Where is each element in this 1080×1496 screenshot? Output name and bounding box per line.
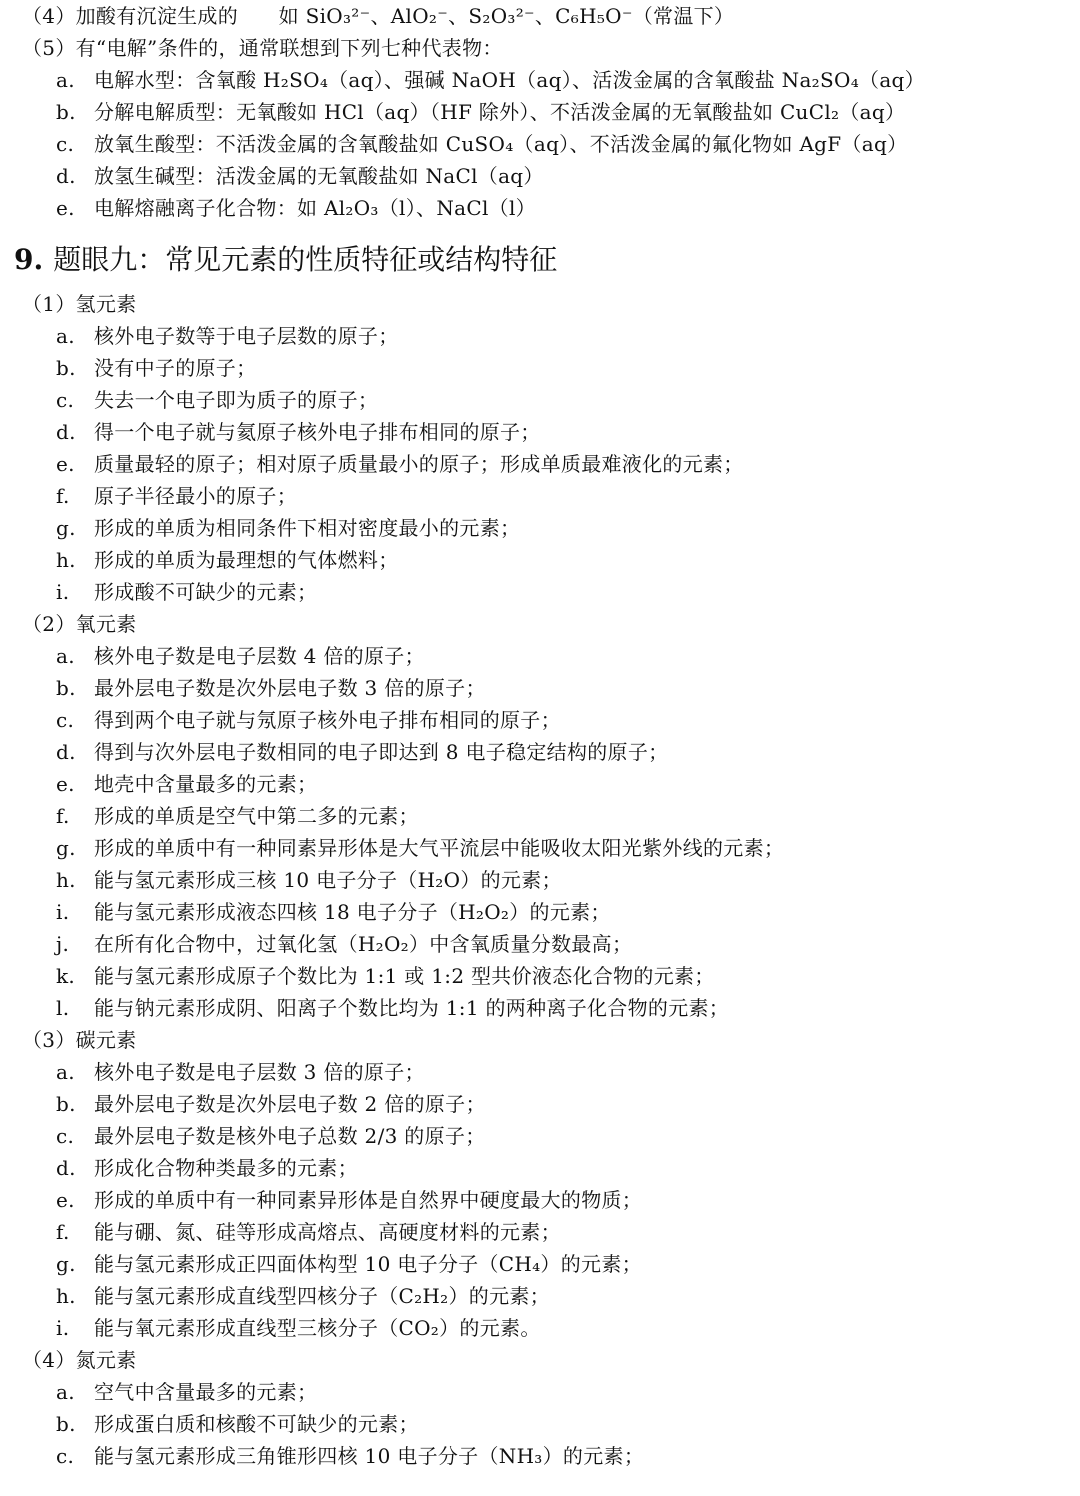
item-letter: f. [56,804,70,828]
item-letter: a. [56,1060,75,1084]
item-letter: h. [56,548,76,572]
item-letter: j. [56,932,70,956]
item-text: 得到与次外层电子数相同的电子即达到 8 电子稳定结构的原子； [94,740,669,764]
list-item [56,512,520,544]
item-letter: c. [56,1444,75,1468]
item-letter: b. [56,100,76,124]
item-text: 电解熔融离子化合物：如 Al₂O₃（l）、NaCl（l） [94,196,536,220]
item-letter: b. [56,1412,76,1436]
list-item [56,320,399,352]
list-item [56,1120,486,1152]
list-item [56,1088,486,1120]
item-text: 没有中子的原子； [94,356,257,380]
list-item [56,832,784,864]
item-text: 形成的单质是空气中第二多的元素； [94,804,419,828]
list-item [56,576,317,608]
item-text: 能与氢元素形成液态四核 18 电子分子（H₂O₂）的元素； [94,900,611,924]
item-text: 能与氢元素形成三核 10 电子分子（H₂O）的元素； [94,868,562,892]
item-letter: b. [56,1092,76,1116]
list-item [56,544,399,576]
list-item [56,992,729,1024]
item-text: 质量最轻的原子；相对原子质量最小的原子；形成单质最难液化的元素； [94,452,744,476]
item-letter: k. [56,964,76,988]
list-item [56,896,611,928]
item-letter: e. [56,452,75,476]
item-letter: i. [56,580,70,604]
item-letter: d. [56,740,76,764]
list-item [56,64,925,96]
item-text: 在所有化合物中，过氧化氢（H₂O₂）中含氧质量分数最高； [94,932,633,956]
list-item [56,1280,550,1312]
list-item [56,384,378,416]
item-letter: f. [56,484,70,508]
item-letter: a. [56,68,75,92]
list-item [56,1056,425,1088]
item-text: 形成酸不可缺少的元素； [94,580,318,604]
item-letter: c. [56,388,75,412]
item-text: 能与硼、氮、硅等形成高熔点、高硬度材料的元素； [94,1220,561,1244]
item-letter: h. [56,868,76,892]
item-letter: c. [56,1124,75,1148]
section-title: 题眼九：常见元素的性质特征或结构特征 [53,243,558,276]
list-item [56,736,668,768]
section-number: 9. [14,243,44,276]
item-letter: l. [56,996,70,1020]
list-item [56,1184,642,1216]
subsection-title-oxygen: （2）氧元素 [22,612,137,636]
item-text: 分解电解质型：无氧酸如 HCl（aq）（HF 除外）、不活泼金属的无氧酸盐如 CuCl₂（aq） [94,100,906,124]
list-item [56,160,544,192]
item-letter: i. [56,900,70,924]
item-letter: b. [56,676,76,700]
item-text: 能与氢元素形成原子个数比为 1:1 或 1:2 型共价液态化合物的元素； [94,964,715,988]
list-item [56,640,425,672]
item-text: 最外层电子数是核外电子总数 2/3 的原子； [94,1124,486,1148]
item-text: 核外电子数是电子层数 4 倍的原子； [94,644,425,668]
item-text: 能与氢元素形成直线型四核分子（C₂H₂）的元素； [94,1284,550,1308]
subsection-title-nitrogen: （4）氮元素 [22,1348,137,1372]
item-letter: b. [56,356,76,380]
list-item [56,864,562,896]
list-item [56,1376,317,1408]
list-item [56,928,632,960]
item-letter: g. [56,516,76,540]
list-item [56,1152,358,1184]
item-text: 原子半径最小的原子； [94,484,297,508]
item-text: 能与氢元素形成正四面体构型 10 电子分子（CH₄）的元素； [94,1252,642,1276]
subsection-title-hydrogen: （1）氢元素 [22,292,137,316]
item-text: 最外层电子数是次外层电子数 2 倍的原子； [94,1092,486,1116]
item-letter: a. [56,1380,75,1404]
item-text: 空气中含量最多的元素； [94,1380,318,1404]
item-text: 形成的单质为最理想的气体燃料； [94,548,399,572]
item-text: 形成的单质中有一种同素异形体是大气平流层中能吸收太阳光紫外线的元素； [94,836,785,860]
item-text: 形成化合物种类最多的元素； [94,1156,358,1180]
list-item [56,448,744,480]
item-text: 电解水型：含氧酸 H₂SO₄（aq）、强碱 NaOH（aq）、活泼金属的含氧酸盐 Na₂SO₄（aq） [94,68,925,92]
item-text: 能与钠元素形成阴、阳离子个数比均为 1:1 的两种离子化合物的元素； [94,996,730,1020]
item-letter: i. [56,1316,70,1340]
item-text: 放氢生碱型：活泼金属的无氧酸盐如 NaCl（aq） [94,164,544,188]
item-letter: d. [56,164,76,188]
list-item [56,96,905,128]
item-4-precipitate-line: （4）加酸有沉淀生成的 如 SiO₃²⁻、AlO₂⁻、S₂O₃²⁻、C₆H₅O⁻（常温下） [22,4,735,28]
item-text: 得一个电子就与氦原子核外电子排布相同的原子； [94,420,541,444]
item-text: 形成蛋白质和核酸不可缺少的元素； [94,1412,419,1436]
item-5-electrolysis-intro: （5）有“电解”条件的，通常联想到下列七种代表物： [22,36,503,60]
list-item [56,1312,541,1344]
list-item [56,480,297,512]
list-item [56,352,256,384]
list-item [56,1440,644,1472]
item-letter: c. [56,708,75,732]
item-letter: g. [56,1252,76,1276]
item-text: 核外电子数是电子层数 3 倍的原子； [94,1060,425,1084]
list-item [56,768,317,800]
item-letter: e. [56,772,75,796]
item-letter: c. [56,132,75,156]
item-letter: d. [56,1156,76,1180]
list-item [56,960,715,992]
list-item [56,1408,419,1440]
item-letter: a. [56,324,75,348]
item-letter: h. [56,1284,76,1308]
list-item [56,192,536,224]
item-text: 失去一个电子即为质子的原子； [94,388,379,412]
item-text: 最外层电子数是次外层电子数 3 倍的原子； [94,676,486,700]
item-text: 能与氢元素形成三角锥形四核 10 电子分子（NH₃）的元素； [94,1444,645,1468]
list-item [56,1216,561,1248]
item-text: 核外电子数等于电子层数的原子； [94,324,399,348]
item-letter: e. [56,196,75,220]
item-text: 能与氧元素形成直线型三核分子（CO₂）的元素。 [94,1316,541,1340]
subsection-title-carbon: （3）碳元素 [22,1028,137,1052]
list-item [56,128,907,160]
list-item [56,1248,642,1280]
item-text: 形成的单质中有一种同素异形体是自然界中硬度最大的物质； [94,1188,643,1212]
item-letter: f. [56,1220,70,1244]
list-item [56,416,541,448]
item-text: 形成的单质为相同条件下相对密度最小的元素； [94,516,521,540]
list-item [56,704,561,736]
item-text: 地壳中含量最多的元素； [94,772,318,796]
item-letter: e. [56,1188,75,1212]
item-text: 得到两个电子就与氖原子核外电子排布相同的原子； [94,708,561,732]
item-letter: a. [56,644,75,668]
item-letter: g. [56,836,76,860]
item-letter: d. [56,420,76,444]
list-item [56,672,486,704]
item-text: 放氧生酸型：不活泼金属的含氧酸盐如 CuSO₄（aq）、不活泼金属的氟化物如 AgF（aq） [94,132,908,156]
list-item [56,800,419,832]
section-heading [14,240,557,280]
